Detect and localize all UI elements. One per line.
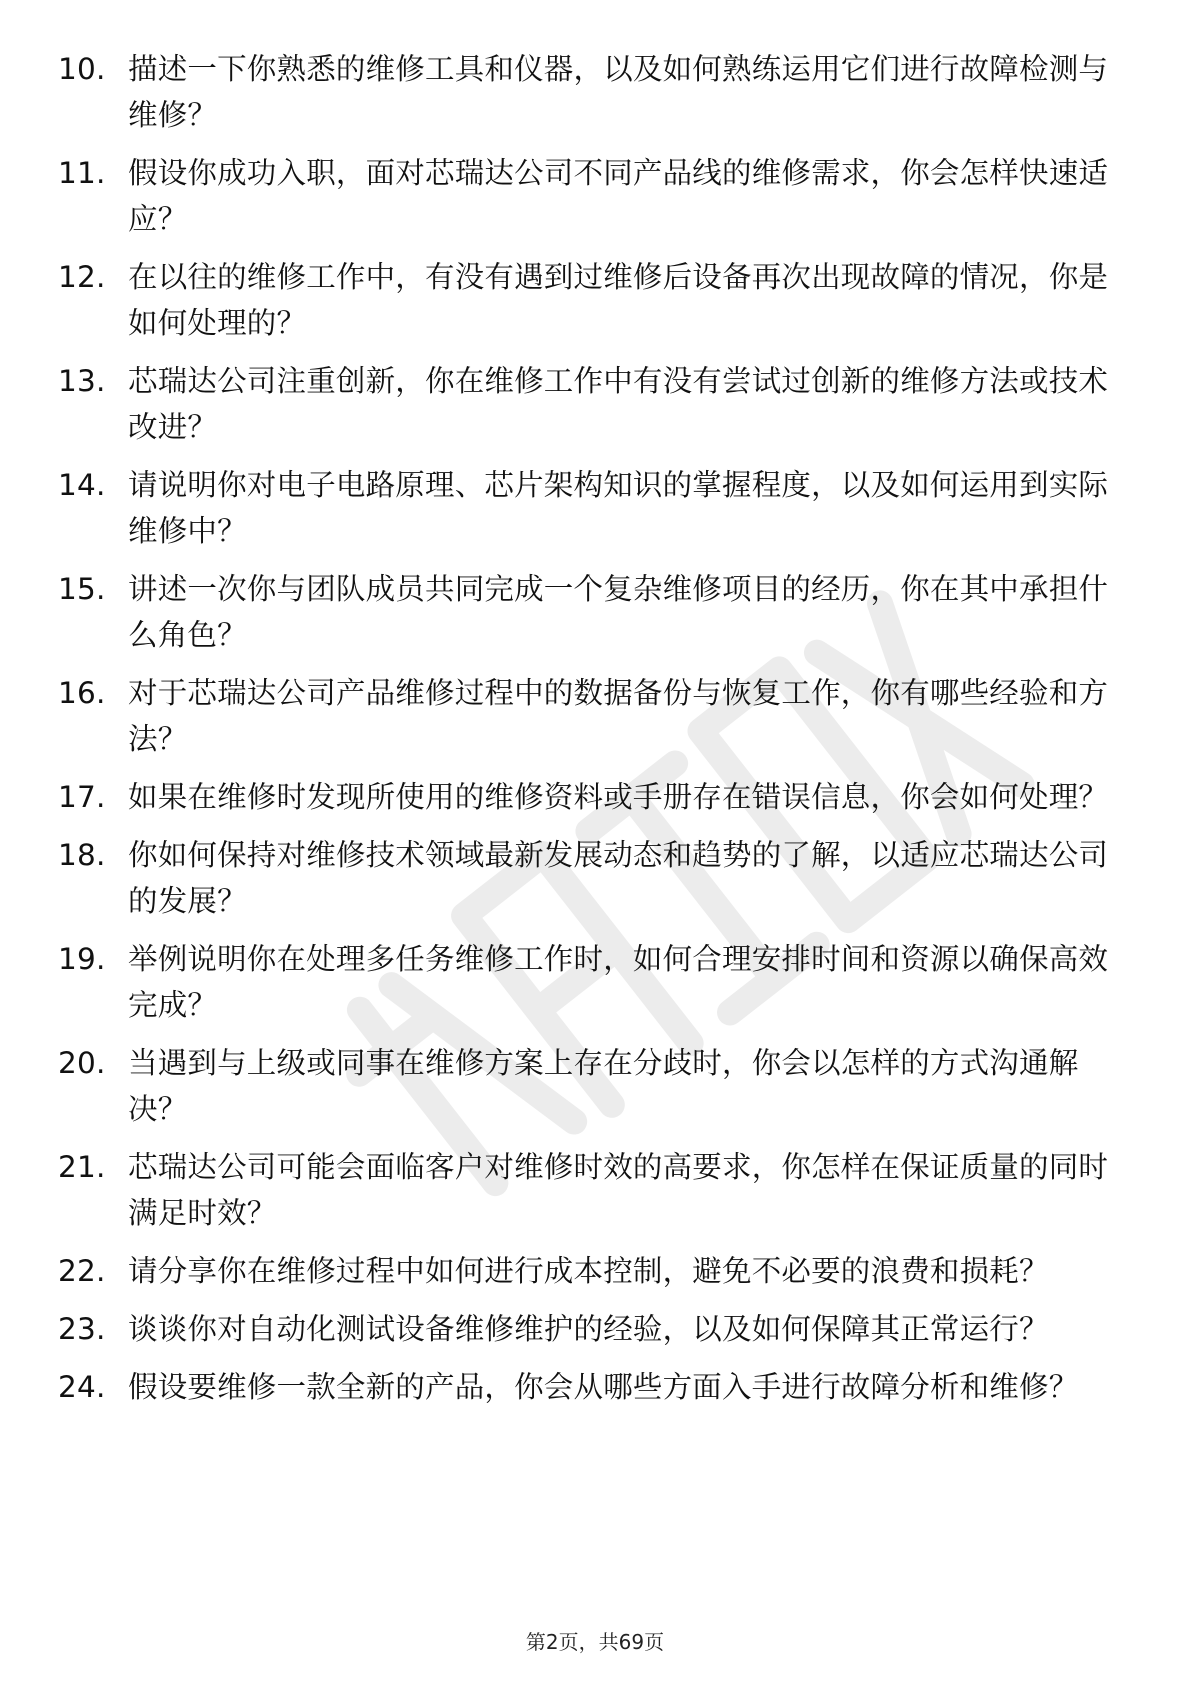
list-item (58, 1364, 1130, 1410)
list-item (58, 832, 1130, 924)
list-item (58, 774, 1130, 820)
interview-question-list (58, 46, 1130, 1422)
question-number: 22. (58, 1254, 106, 1288)
question-number: 17. (58, 780, 106, 814)
page-footer (0, 1626, 1190, 1655)
question-number: 18. (58, 838, 106, 872)
question-text: 假设你成功入职，面对芯瑞达公司不同产品线的维修需求，你会怎样快速适应？ (128, 156, 1109, 236)
question-number: 16. (58, 676, 106, 710)
question-number: 23. (58, 1312, 106, 1346)
question-number: 10. (58, 52, 106, 86)
list-item (58, 462, 1130, 554)
question-number: 15. (58, 572, 106, 606)
question-number: 11. (58, 156, 106, 190)
question-text: 你如何保持对维修技术领域最新发展动态和趋势的了解，以适应芯瑞达公司的发展？ (128, 838, 1109, 918)
question-text: 如果在维修时发现所使用的维修资料或手册存在错误信息，你会如何处理？ (128, 780, 1109, 814)
question-text: 请分享你在维修过程中如何进行成本控制，避免不必要的浪费和损耗？ (128, 1254, 1049, 1288)
question-number: 20. (58, 1046, 106, 1080)
question-number: 13. (58, 364, 106, 398)
question-text: 芯瑞达公司注重创新，你在维修工作中有没有尝试过创新的维修方法或技术改进？ (128, 364, 1109, 444)
list-item (58, 936, 1130, 1028)
list-item (58, 46, 1130, 138)
question-text: 在以往的维修工作中，有没有遇到过维修后设备再次出现故障的情况，你是如何处理的？ (128, 260, 1109, 340)
list-item (58, 1040, 1130, 1132)
list-item (58, 566, 1130, 658)
question-number: 14. (58, 468, 106, 502)
question-text: 对于芯瑞达公司产品维修过程中的数据备份与恢复工作，你有哪些经验和方法？ (128, 676, 1109, 756)
question-text: 描述一下你熟悉的维修工具和仪器，以及如何熟练运用它们进行故障检测与维修？ (128, 52, 1109, 132)
list-item (58, 1248, 1130, 1294)
page-number-label: 第2页，共69页 (525, 1630, 665, 1654)
question-number: 21. (58, 1150, 106, 1184)
question-text: 谈谈你对自动化测试设备维修维护的经验，以及如何保障其正常运行？ (128, 1312, 1049, 1346)
list-item (58, 150, 1130, 242)
question-text: 芯瑞达公司可能会面临客户对维修时效的高要求，你怎样在保证质量的同时满足时效？ (128, 1150, 1109, 1230)
list-item (58, 1306, 1130, 1352)
list-item (58, 358, 1130, 450)
list-item (58, 1144, 1130, 1236)
question-number: 19. (58, 942, 106, 976)
question-number: 12. (58, 260, 106, 294)
list-item (58, 254, 1130, 346)
list-item (58, 670, 1130, 762)
question-number: 24. (58, 1370, 106, 1404)
question-text: 讲述一次你与团队成员共同完成一个复杂维修项目的经历，你在其中承担什么角色？ (128, 572, 1109, 652)
question-text: 当遇到与上级或同事在维修方案上存在分歧时，你会以怎样的方式沟通解决？ (128, 1046, 1079, 1126)
question-text: 请说明你对电子电路原理、芯片架构知识的掌握程度，以及如何运用到实际维修中？ (128, 468, 1109, 548)
question-text: 假设要维修一款全新的产品，你会从哪些方面入手进行故障分析和维修？ (128, 1370, 1079, 1404)
question-text: 举例说明你在处理多任务维修工作时，如何合理安排时间和资源以确保高效完成？ (128, 942, 1109, 1022)
